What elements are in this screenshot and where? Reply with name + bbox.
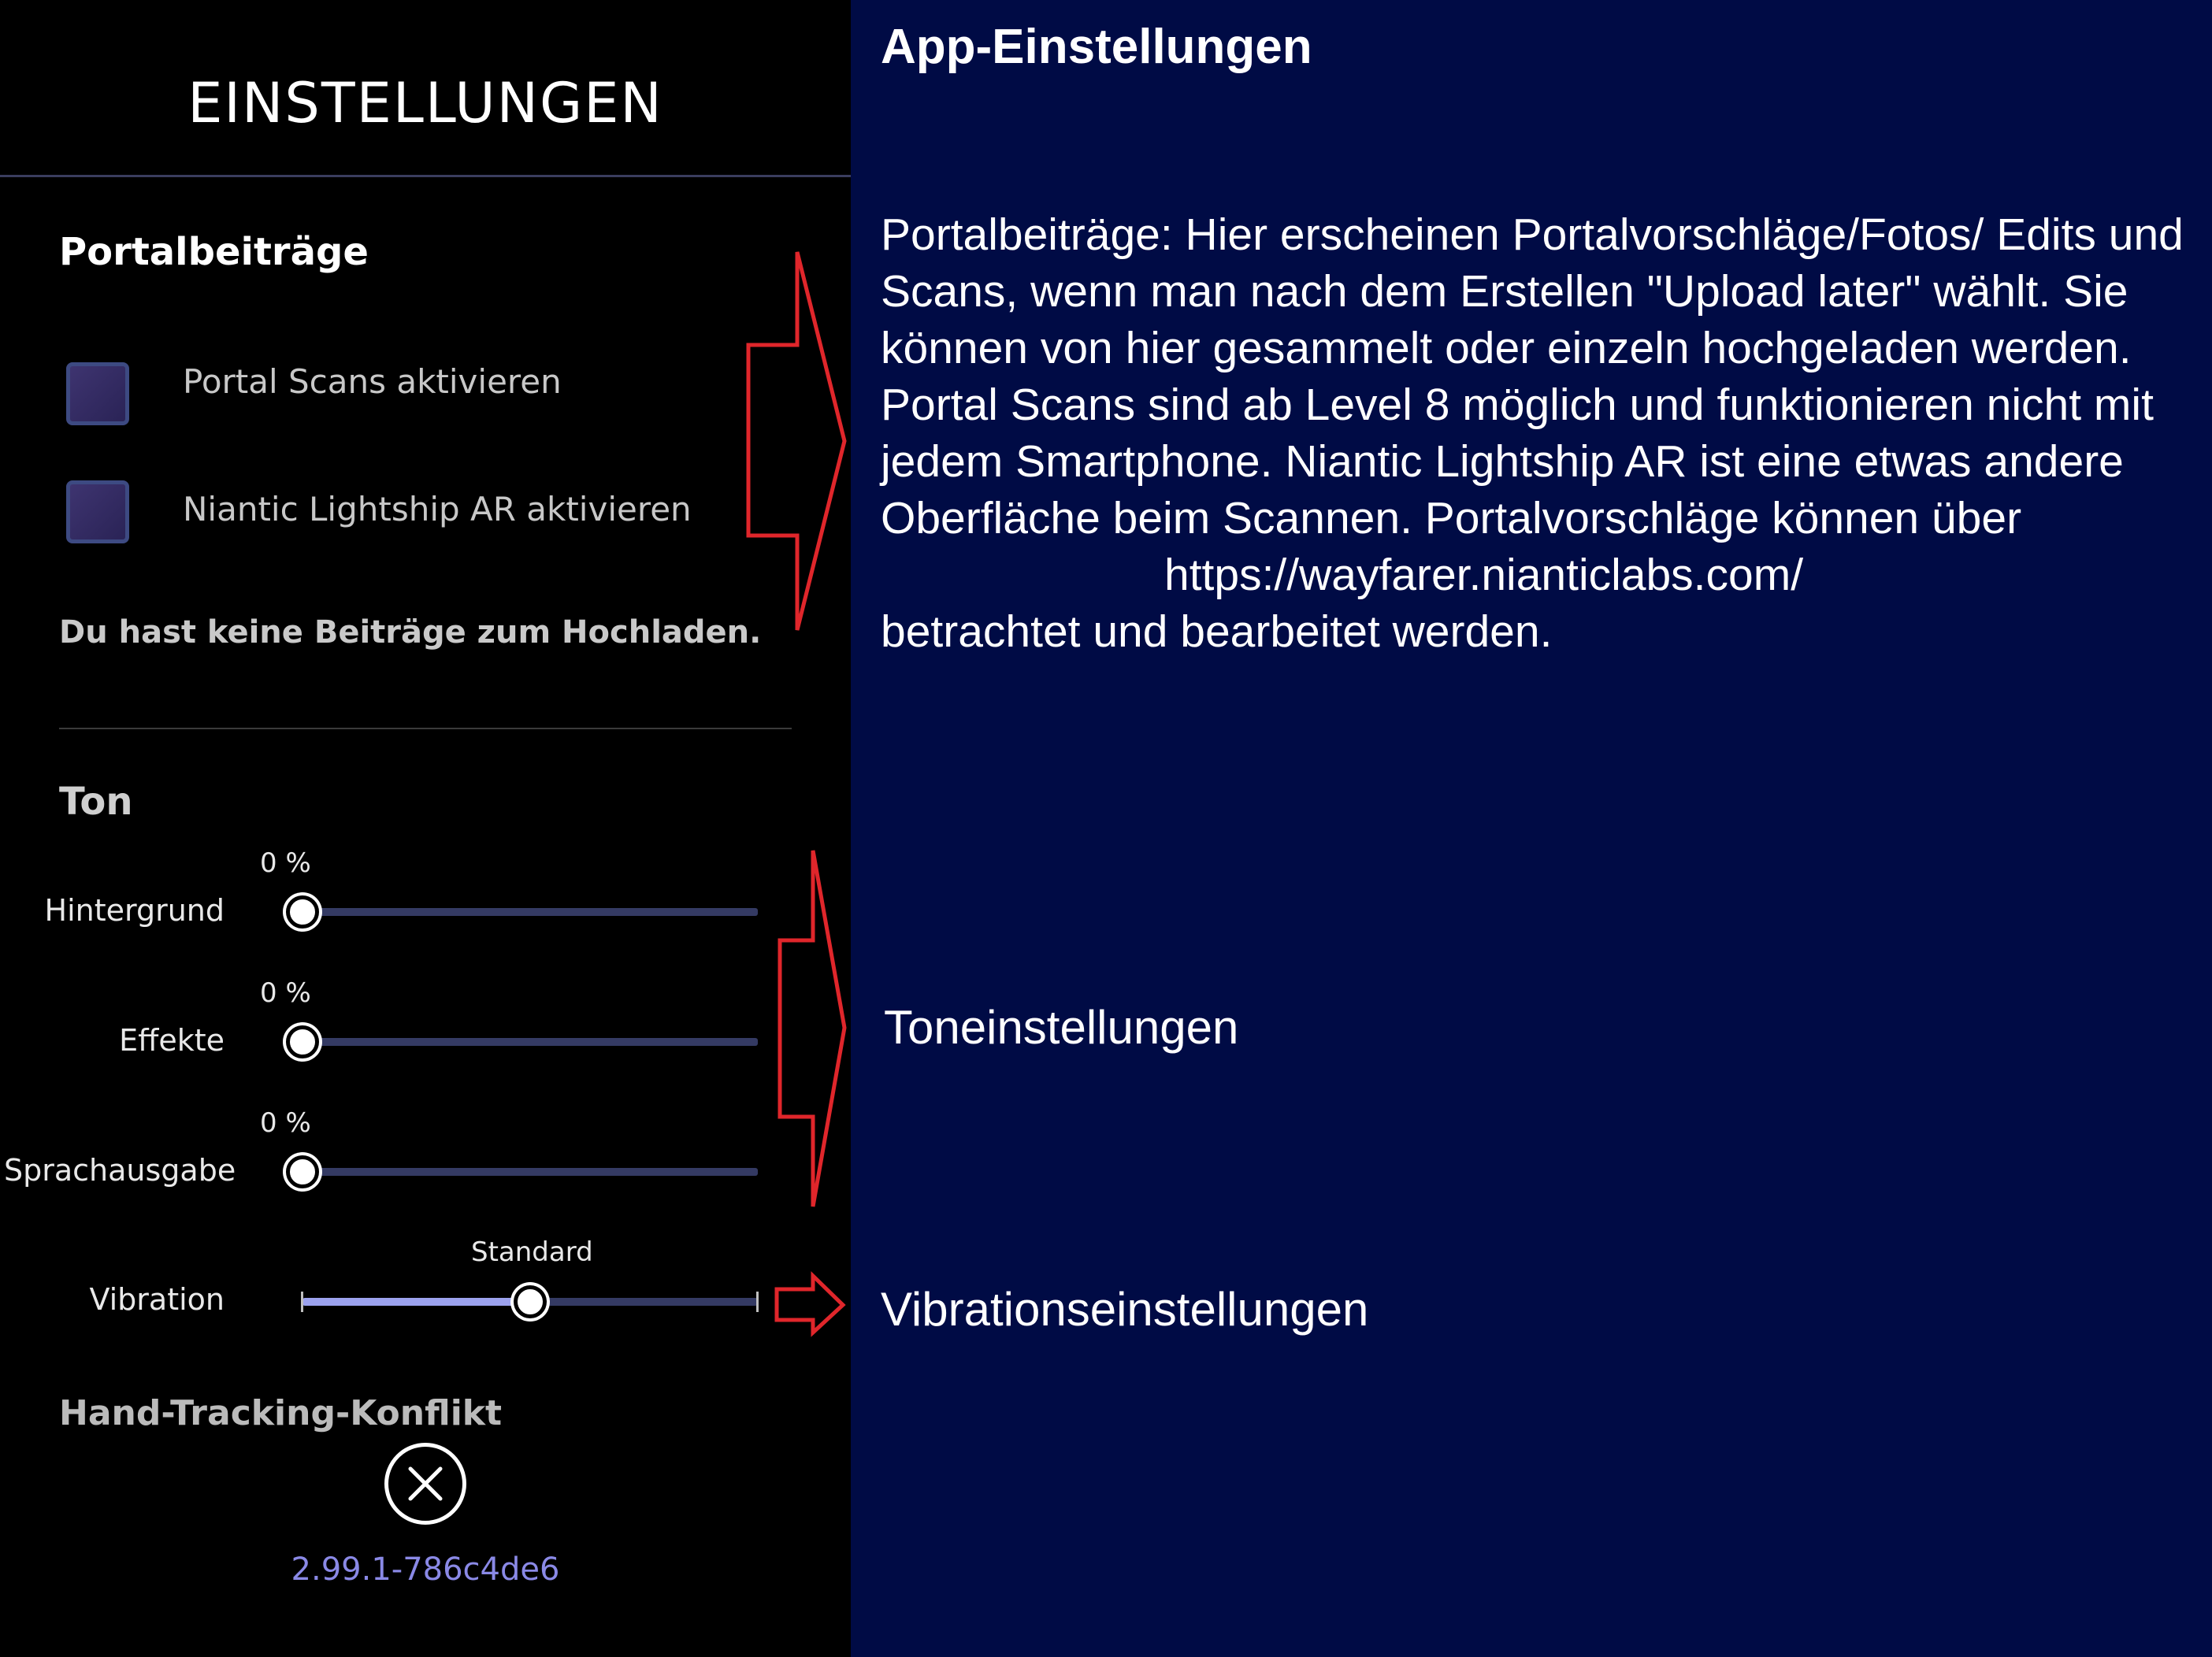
- annotation-title: App-Einstellungen: [881, 20, 1312, 74]
- effects-volume-label: Effekte: [119, 1023, 225, 1058]
- portal-description-text: Portalbeiträge: Hier erscheinen Portalvorschläge/Fotos/ Edits und Scans, wenn man nach dem Erstellen "Upload later" wählt. Sie können von hier gesammelt oder einzeln hochgeladen werden. Portal Scans sind ab Level 8 möglich und funktionieren nicht mit jedem Smartphone. Niantic Lightship AR ist eine etwas andere Oberfläche beim Scannen. Portalvorschläge können über: [881, 209, 2184, 543]
- portal-scans-label: Portal Scans aktivieren: [183, 362, 562, 401]
- page-title: EINSTELLUNGEN: [187, 71, 663, 135]
- cut-off-section-heading: Hand-Tracking-Konflikt: [59, 1393, 503, 1433]
- portal-description-end: betrachtet und bearbeitet werden.: [881, 606, 1553, 657]
- voice-volume-value: 0 %: [260, 1107, 311, 1139]
- voice-volume-label: Sprachausgabe: [4, 1153, 236, 1188]
- app-version: 2.99.1-786c4de6: [291, 1551, 560, 1588]
- vibration-arrow-icon: [777, 1276, 843, 1333]
- annotation-arrows: [0, 0, 867, 1657]
- sound-section-heading: Ton: [59, 780, 133, 824]
- portal-section-heading: Portalbeiträge: [59, 230, 369, 274]
- sound-arrow-icon: [780, 851, 844, 1207]
- vibration-value: Standard: [471, 1236, 593, 1268]
- no-uploads-note: Du hast keine Beiträge zum Hochladen.: [59, 614, 762, 651]
- portal-arrow-icon: [748, 252, 844, 630]
- lightship-ar-label: Niantic Lightship AR aktivieren: [183, 490, 692, 528]
- annotation-panel: [851, 0, 2212, 1657]
- background-volume-value: 0 %: [260, 847, 311, 879]
- vibration-settings-annotation: Vibrationseinstellungen: [881, 1283, 1369, 1336]
- vibration-label: Vibration: [89, 1282, 225, 1317]
- wayfarer-url: https://wayfarer.nianticlabs.com/: [1164, 550, 1804, 600]
- effects-volume-value: 0 %: [260, 977, 311, 1009]
- background-volume-label: Hintergrund: [44, 893, 225, 928]
- portal-description: [881, 206, 2204, 660]
- sound-settings-annotation: Toneinstellungen: [884, 1001, 1239, 1054]
